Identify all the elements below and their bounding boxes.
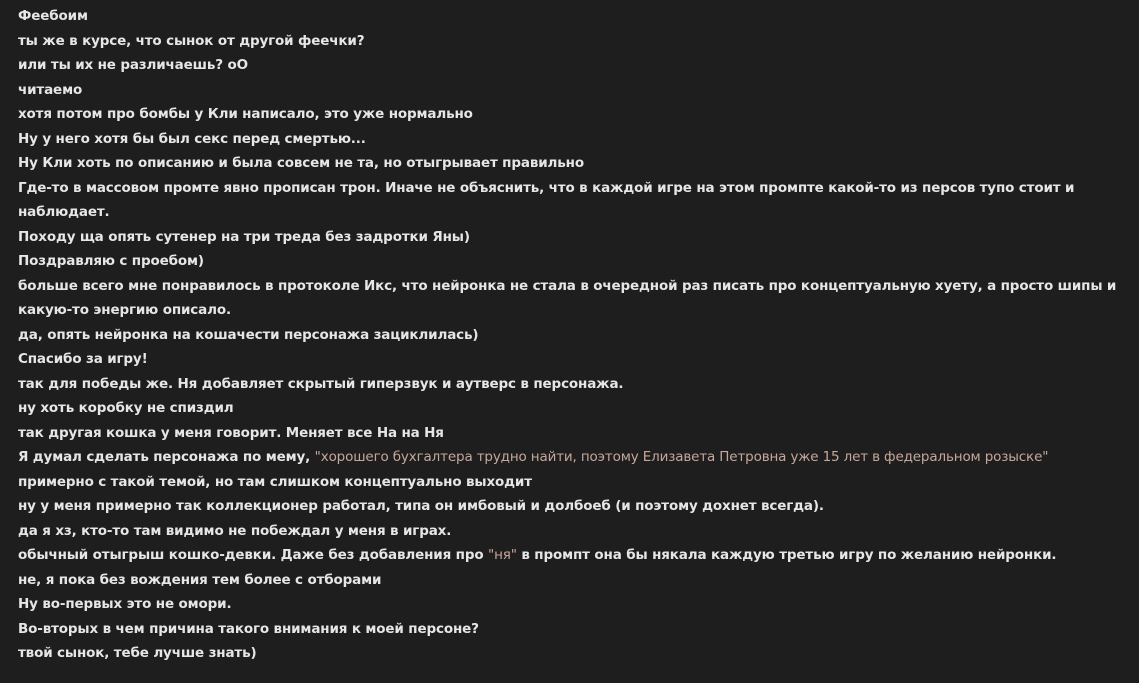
chat-message: Во-вторых в чем причина такого внимания к моей персоне?	[18, 620, 479, 637]
chat-message: ты же в курсе, что сынок от другой феечки?	[18, 32, 365, 49]
chat-message: больше всего мне понравилось в протоколе Икс, что нейронка не стала в очередной раз писать про концептуальную хуету, а просто шипы и какую-то энергию описало.	[18, 277, 1117, 318]
chat-message: да я хз, кто-то там видимо не побеждал у меня в играх.	[18, 522, 452, 539]
chat-message: или ты их не различаешь? оО	[18, 57, 248, 73]
chat-message: так для победы же. Ня добавляет скрытый гиперзвук и аутверс в персонажа.	[18, 375, 624, 392]
chat-message: твой сынок, тебе лучше знать)	[18, 645, 257, 661]
message-text: Я думал сделать персонажа по мему,	[18, 449, 315, 465]
quoted-text: "хорошего бухгалтера трудно найти, поэтому Елизавета Петровна уже 15 лет в федеральном розыске"	[314, 449, 1049, 465]
chat-message: Феебоим	[18, 8, 88, 24]
message-text-after: в промпт она бы някала каждую третью игру по желанию нейронки.	[516, 547, 1057, 563]
chat-message: Поздравляю с проебом)	[18, 253, 204, 269]
chat-message: так другая кошка у меня говорит. Меняет все На на Ня	[18, 424, 444, 441]
chat-message: Спасибо за игру!	[18, 351, 148, 367]
chat-message: Ну у него хотя бы был секс перед смертью...	[18, 130, 366, 147]
chat-message: Ну Кли хоть по описанию и была совсем не та, но отыгрывает правильно	[18, 155, 584, 171]
chat-message-with-quote	[18, 445, 1128, 470]
chat-message-with-quote	[18, 543, 1128, 568]
chat-message: Ну во-первых это не омори.	[18, 596, 232, 612]
chat-message: ну у меня примерно так коллекционер работал, типа он имбовый и долбоеб (и поэтому дохнет всегда).	[18, 498, 824, 514]
chat-message: не, я пока без вождения тем более с отборами	[18, 571, 382, 588]
chat-message: да, опять нейронка на кошачести персонажа зациклилась)	[18, 326, 479, 343]
quoted-text: "ня"	[488, 547, 517, 563]
chat-message: ну хоть коробку не спиздил	[18, 400, 234, 416]
chat-log	[18, 4, 1128, 666]
message-text: обычный отыгрыш кошко-девки. Даже без добавления про	[18, 547, 489, 563]
chat-message: хотя потом про бомбы у Кли написало, это уже нормально	[18, 106, 473, 122]
chat-message: Походу ща опять сутенер на три треда без задротки Яны)	[18, 228, 470, 245]
chat-message: читаемо	[18, 81, 83, 98]
chat-message: примерно с такой темой, но там слишком концептуально выходит	[18, 473, 532, 490]
chat-message: Где-то в массовом промте явно прописан трон. Иначе не объяснить, что в каждой игре на этом промпте какой-то из персов тупо стоит и наблюдает.	[18, 179, 1075, 220]
